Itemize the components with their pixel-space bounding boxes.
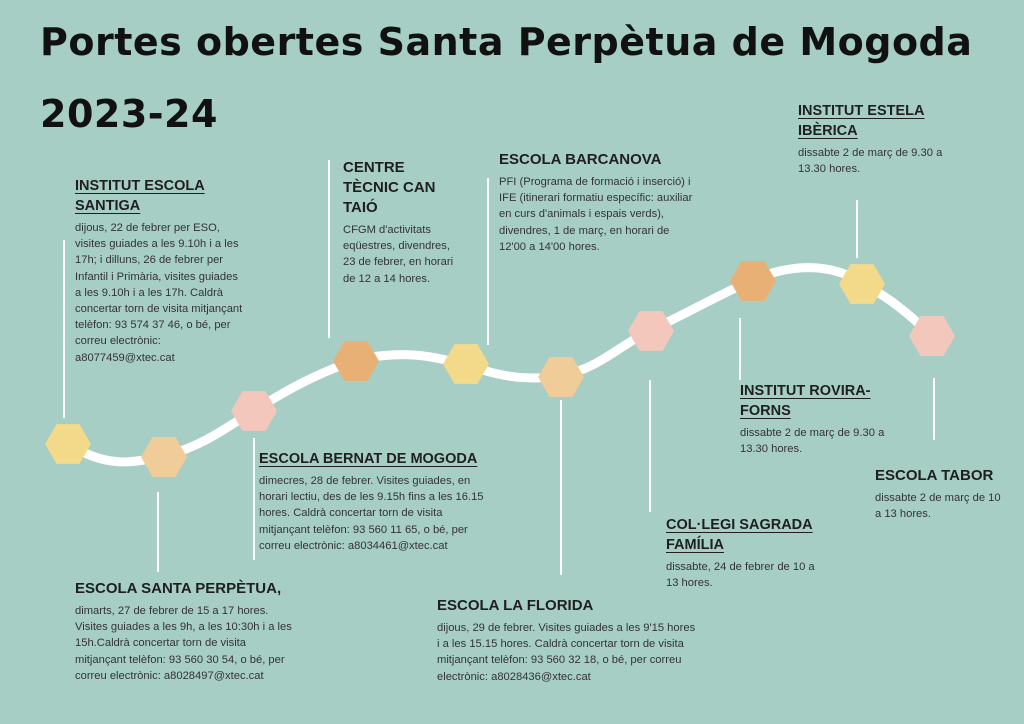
school-name: INSTITUT ESCOLA SANTIGA [75, 178, 205, 214]
school-name: CENTRE TÈCNIC CAN TAIÓ [343, 159, 436, 216]
school-name: ESCOLA SANTA PERPÈTUA, [75, 580, 282, 597]
school-name: INSTITUT ROVIRA-FORNS [740, 383, 871, 419]
page-title: Portes obertes Santa Perpètua de Mogoda [40, 20, 973, 64]
school-description: dissabte 2 de març de 10 a 13 hores. [875, 492, 1001, 521]
hexagon-marker-rovira-forns [730, 261, 776, 301]
school-description: dissabte, 24 de febrer de 10 a 13 hores. [666, 561, 815, 590]
hexagon-marker-can-taio [333, 341, 379, 381]
school-description: dimarts, 27 de febrer de 15 a 17 hores. Visites guiades a les 9h, a les 10:30h i a les 15h.Caldrà concertar torn de visita mitjançant telèfon: 93 560 30 54, o bé, per correu electrònic: a8028497@xtec.cat [75, 605, 292, 682]
school-santa-perpetua [75, 579, 300, 684]
school-name: ESCOLA LA FLORIDA [437, 597, 594, 614]
school-description: dijous, 29 de febrer. Visites guiades a les 9'15 hores i a les 15.15 hores. Caldrà concertar torn de visita mitjançant telèfon: 93 560 32 18, o bé, per correu electrònic: a8028436@xtec.cat [437, 622, 696, 683]
school-description: CFGM d'activitats eqüestres, divendres, 23 de febrer, en horari de 12 a 14 hores. [343, 224, 454, 285]
school-description: dijous, 22 de febrer per ESO, visites guiades a les 9.10h i a les 17h; i dilluns, 26 de febrer per Infantil i Primària, visites guiades a les 9.10h i a les 17h. Caldrà concertar torn de visita mitjançant telèfon: 93 574 37 46, o bé, per correu electrònic: a8077459@xtec.cat [75, 222, 243, 364]
hexagon-marker-sagrada-familia [628, 311, 674, 351]
school-santiga [75, 176, 247, 366]
school-sagrada-familia [666, 515, 816, 591]
hexagon-marker-la-florida [538, 357, 584, 397]
school-name: ESCOLA TABOR [875, 467, 994, 484]
page-subtitle-year: 2023-24 [40, 92, 218, 136]
school-description: dissabte 2 de març de 9.30 a 13.30 hores. [798, 147, 943, 176]
school-barcanova [499, 150, 695, 255]
school-bernat-de-mogoda [259, 449, 487, 554]
school-tabor [875, 466, 1005, 522]
school-la-florida [437, 596, 697, 685]
school-estela-iberica [798, 101, 948, 177]
school-description: PFI (Programa de formació i inserció) i IFE (itinerari formatiu específic: auxiliar en curs d'animals i espais verds), divendres, 1 de març, en horari de 12'00 a 14'00 hores. [499, 176, 693, 253]
school-description: dimecres, 28 de febrer. Visites guiades, en horari lectiu, des de les 9.15h fins a les 16.15 hores. Caldrà concertar torn de visita mitjançant telèfon: 93 560 11 65, o bé, per correu electrònic: a8034461@xtec.cat [259, 475, 484, 552]
school-rovira-forns [740, 381, 890, 457]
school-name: COL·LEGI SAGRADA FAMÍLIA [666, 517, 813, 553]
school-name: ESCOLA BERNAT DE MOGODA [259, 451, 478, 467]
hexagon-marker-santiga [45, 424, 91, 464]
school-can-taio [343, 158, 455, 287]
hexagon-marker-barcanova [443, 344, 489, 384]
hexagon-marker-santa-perpetua [141, 437, 187, 477]
school-name: ESCOLA BARCANOVA [499, 151, 662, 168]
school-name: INSTITUT ESTELA IBÈRICA [798, 103, 925, 139]
school-description: dissabte 2 de març de 9.30 a 13.30 hores. [740, 427, 885, 456]
